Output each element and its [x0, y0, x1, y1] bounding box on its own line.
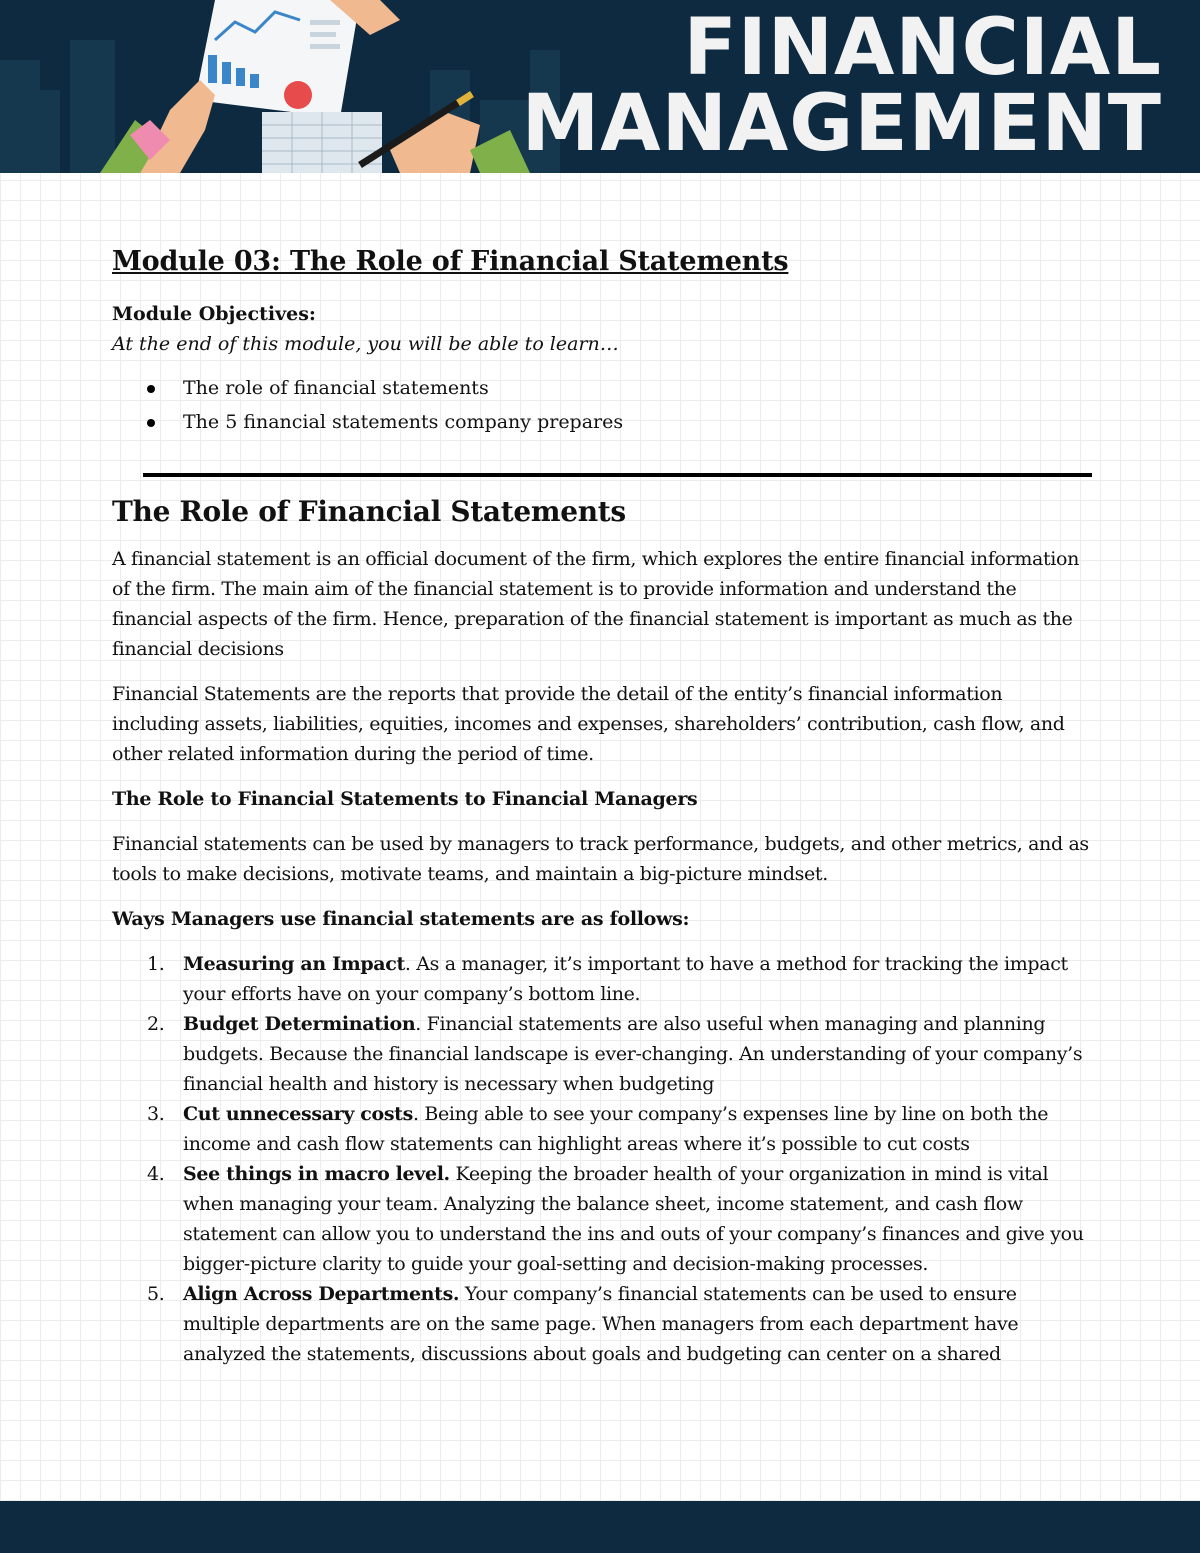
- item-heading: Align Across Departments.: [183, 1283, 460, 1305]
- item-heading: Measuring an Impact: [183, 953, 405, 975]
- section-divider: [143, 473, 1092, 477]
- item-text: Keeping the broader health of your organization in mind is vital when managing your team. Analyzing the balance sheet, income statement, and cash flow statement can allow you to understand the ins and outs of your company’s finances and give you bigger-picture clarity to guide your goal-setting and decision-making processes.: [183, 1163, 1084, 1275]
- module-title: Module 03: The Role of Financial Statements: [112, 246, 789, 277]
- list-item: The 5 financial statements company prepares: [183, 405, 1092, 439]
- paragraph-managers: Financial statements can be used by managers to track performance, budgets, and other metrics, and as tools to make decisions, motivate teams, and maintain a big-picture mindset.: [112, 833, 1089, 885]
- item-text: . As a manager, it’s important to have a method for tracking the impact your efforts have on your company’s bottom line.: [183, 953, 1068, 1005]
- objectives-intro: At the end of this module, you will be able to learn…: [112, 333, 619, 355]
- subheading-ways: Ways Managers use financial statements are as follows:: [112, 908, 690, 930]
- footer-band: [0, 1501, 1200, 1553]
- item-number: 2.: [147, 1013, 165, 1035]
- list-item: The role of financial statements: [183, 371, 1092, 405]
- item-number: 4.: [147, 1163, 165, 1185]
- objectives-list: [112, 371, 1092, 439]
- list-item: [147, 949, 1092, 1009]
- list-item: [147, 1099, 1092, 1159]
- item-number: 5.: [147, 1283, 165, 1305]
- banner-title: [521, 3, 1162, 170]
- item-number: 3.: [147, 1103, 165, 1125]
- list-item: [147, 1009, 1092, 1099]
- banner-title-line2: MANAGEMENT: [521, 79, 1162, 170]
- subheading-role: The Role to Financial Statements to Financial Managers: [112, 788, 698, 810]
- item-text: . Being able to see your company’s expenses line by line on both the income and cash flow statements can highlight areas where it’s possible to cut costs: [183, 1103, 1049, 1155]
- header-banner: [0, 0, 1200, 173]
- objectives-label: Module Objectives:: [112, 303, 316, 325]
- item-text: . Financial statements are also useful when managing and planning budgets. Because the financial landscape is ever-changing. An understanding of your company’s financial health and history is necessary when budgeting: [183, 1013, 1083, 1095]
- item-heading: Budget Determination: [183, 1013, 416, 1035]
- paragraph-definition: A financial statement is an official document of the firm, which explores the entire financial information of the firm. The main aim of the financial statement is to provide information and understand the financial aspects of the firm. Hence, preparation of the financial statement is important as much as the financial decisions: [112, 548, 1079, 660]
- report-paper-graphic: [195, 0, 360, 118]
- document-body: [112, 246, 1092, 1369]
- item-heading: See things in macro level.: [183, 1163, 450, 1185]
- banner-title-line1: FINANCIAL: [683, 3, 1162, 93]
- list-item: [147, 1279, 1092, 1369]
- paragraph-reports: Financial Statements are the reports that provide the detail of the entity’s financial information including assets, liabilities, equities, incomes and expenses, shareholders’ contribution, cash flow, and other related information during the period of time.: [112, 683, 1065, 765]
- item-text: Your company’s financial statements can be used to ensure multiple departments are on the same page. When managers from each department have analyzed the statements, discussions about goals and budgeting can center on a shared: [183, 1283, 1019, 1365]
- list-item: [147, 1159, 1092, 1279]
- item-number: 1.: [147, 953, 165, 975]
- section-title: The Role of Financial Statements: [112, 495, 626, 528]
- ways-list: [112, 949, 1092, 1369]
- item-heading: Cut unnecessary costs: [183, 1103, 413, 1125]
